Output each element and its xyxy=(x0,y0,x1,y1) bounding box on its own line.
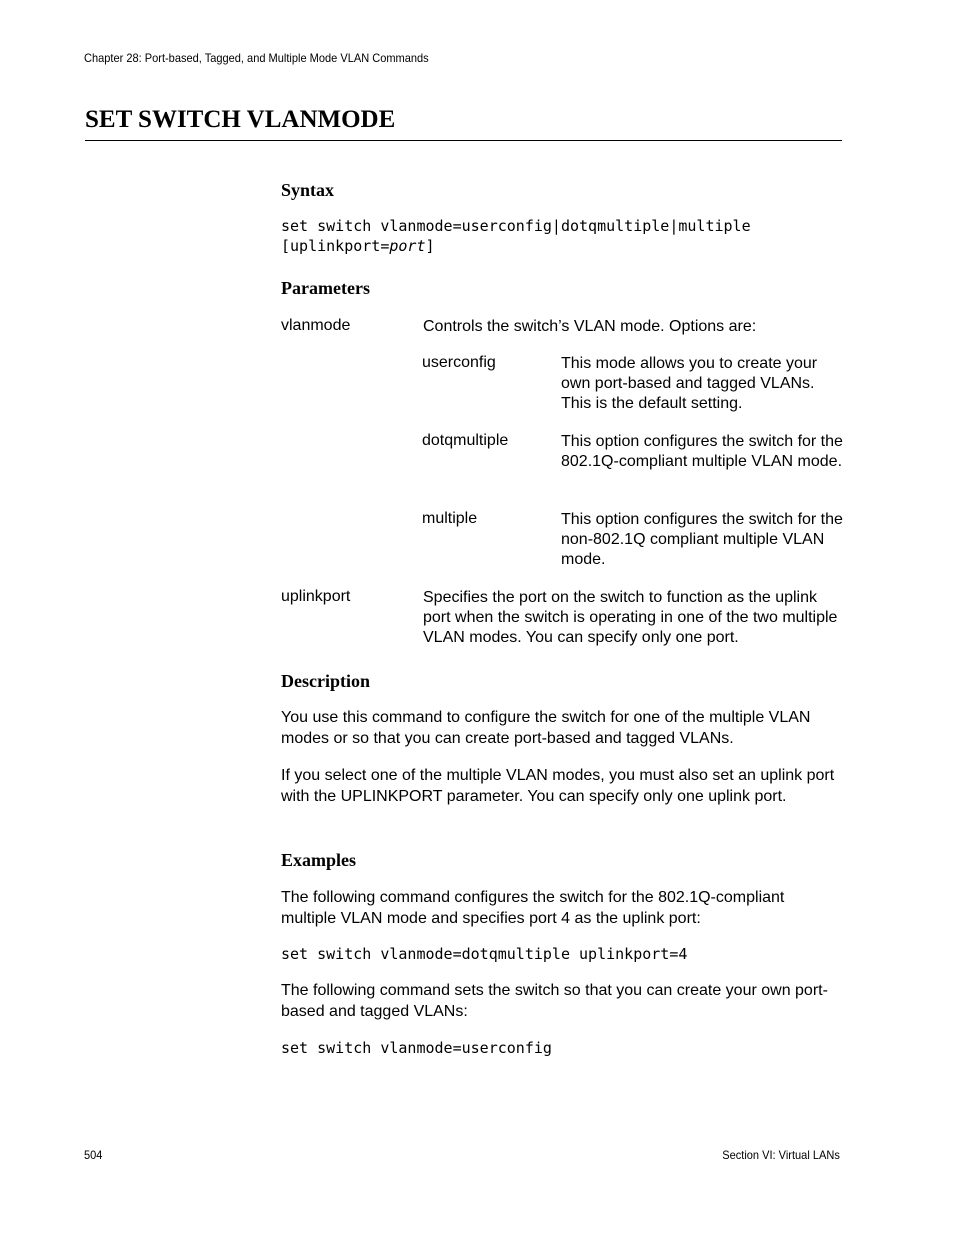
syntax-line-2-suffix: ] xyxy=(425,237,435,255)
description-paragraph-2: If you select one of the multiple VLAN modes, you must also set an uplink port with the UPLINKPORT parameter. You can specify only one uplink port. xyxy=(281,767,835,805)
param-desc-vlanmode: Controls the switch’s VLAN mode. Options are: xyxy=(423,318,757,335)
param-name-uplinkport: uplinkport xyxy=(281,588,351,605)
option-desc-multiple: This option configures the switch for the non-802.1Q compliant multiple VLAN mode. xyxy=(561,511,843,568)
option-desc-dotqmultiple: This option configures the switch for the 802.1Q-compliant multiple VLAN mode. xyxy=(561,433,843,470)
description-heading: Description xyxy=(281,671,370,691)
syntax-line-1: set switch vlanmode=userconfig|dotqmultiple|multiple xyxy=(281,217,751,235)
example-2-command: set switch vlanmode=userconfig xyxy=(281,1039,552,1057)
syntax-port-variable: port xyxy=(389,237,426,255)
option-name-dotqmultiple: dotqmultiple xyxy=(422,432,509,449)
example-1-command: set switch vlanmode=dotqmultiple uplinkport=4 xyxy=(281,945,688,963)
section-footer: Section VI: Virtual LANs xyxy=(722,1148,840,1162)
example-1-text: The following command configures the switch for the 802.1Q-compliant multiple VLAN mode and specifies port 4 as the uplink port: xyxy=(281,889,785,927)
example-2-text: The following command sets the switch so that you can create your own port-based and tagged VLANs: xyxy=(281,982,828,1020)
option-desc-userconfig: This mode allows you to create your own port-based and tagged VLANs. This is the default setting. xyxy=(561,355,818,412)
page-number: 504 xyxy=(84,1148,103,1162)
syntax-line-2 xyxy=(281,236,435,256)
page-title: SET SWITCH VLANMODE xyxy=(85,106,396,133)
examples-heading: Examples xyxy=(281,850,357,870)
running-header: Chapter 28: Port-based, Tagged, and Multiple Mode VLAN Commands xyxy=(84,51,429,65)
parameters-heading: Parameters xyxy=(281,278,370,298)
option-name-userconfig: userconfig xyxy=(422,354,496,371)
option-name-multiple: multiple xyxy=(422,510,478,527)
param-name-vlanmode: vlanmode xyxy=(281,317,351,334)
param-desc-uplinkport: Specifies the port on the switch to function as the uplink port when the switch is operating in one of the two multiple VLAN modes. You can specify only one port. xyxy=(423,589,838,646)
title-rule xyxy=(85,140,842,141)
description-paragraph-1: You use this command to configure the switch for one of the multiple VLAN modes or so that you can create port-based and tagged VLANs. xyxy=(281,709,811,747)
syntax-heading: Syntax xyxy=(281,180,335,200)
syntax-line-2-prefix: [uplinkport= xyxy=(281,237,390,255)
